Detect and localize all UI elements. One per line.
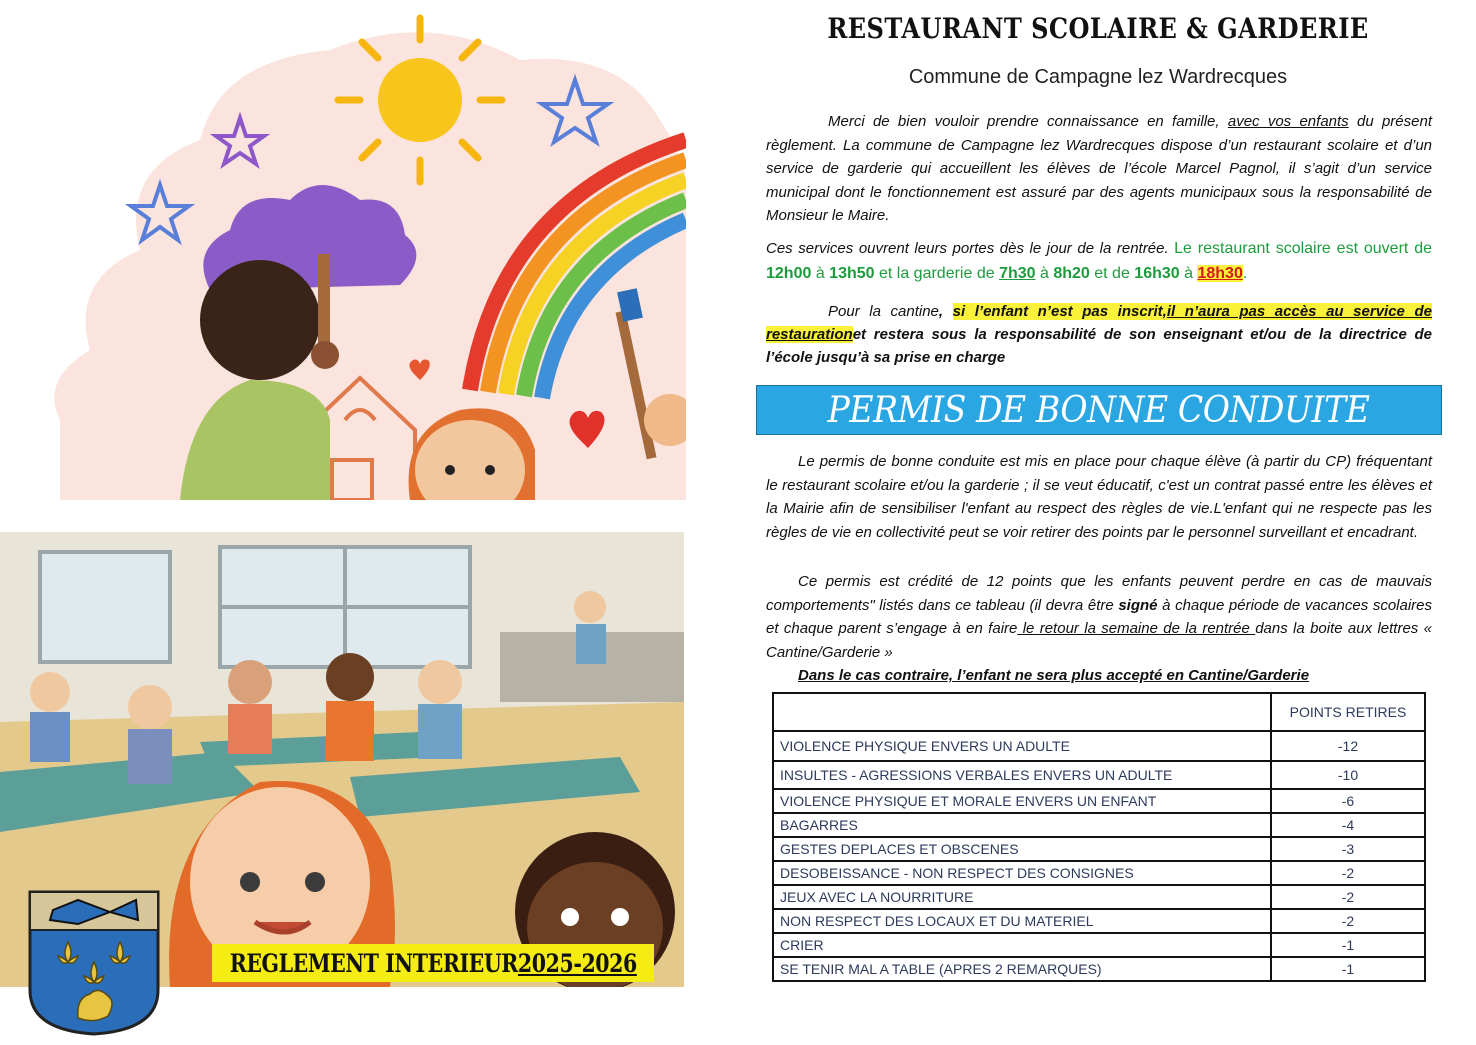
table-row: [773, 885, 1425, 909]
table-row: [773, 957, 1425, 981]
row-label: VIOLENCE PHYSIQUE ET MORALE ENVERS UN ENFANT: [773, 789, 1271, 813]
table-row: [773, 813, 1425, 837]
illustration-children-painting: [0, 0, 686, 500]
row-label: BAGARRES: [773, 813, 1271, 837]
row-points: -12: [1271, 731, 1425, 761]
row-points: -4: [1271, 813, 1425, 837]
table-row: [773, 909, 1425, 933]
points-table: [772, 692, 1426, 982]
row-points: -2: [1271, 861, 1425, 885]
reglement-banner: [212, 944, 654, 982]
table-row: [773, 731, 1425, 761]
window-drawing: [40, 547, 470, 667]
sun-drawing: [338, 18, 502, 182]
table-row: [773, 789, 1425, 813]
hours-paragraph: Ces services ouvrent leurs portes dès le jour de la rentrée. Le restaurant scolaire est ouvert de 12h00 à 13h50 et la garderie de 7h30 à 8h20 et de 16h30 à 18h30.: [766, 240, 1432, 282]
table-header-label: [773, 693, 1271, 731]
warning-line: Dans le cas contraire, l’enfant ne sera plus accepté en Cantine/Garderie: [798, 667, 1310, 684]
cantine-paragraph: Pour la cantine, si l’enfant n’est pas inscrit,il n’aura pas accès au service de restaurationet restera sous la responsabilité de son enseignant et/ou de la directrice de l’école jusqu’à sa prise en charge: [766, 303, 1432, 366]
permis-paragraph: Le permis de bonne conduite est mis en place pour chaque élève (à partir du CP) fréquentant le restaurant scolaire et/ou la garderie ; il se veut éducatif, c'est un contrat passé entre les élèves et la Mairie afin de sensibiliser l'enfant au respect des règles de vie.L'enfant qui ne respecte pas les règles de vie en collectivité peut se voir retirer des points par le personnel surveillant et encadrant.: [766, 453, 1432, 541]
row-label: CRIER: [773, 933, 1271, 957]
row-points: -3: [1271, 837, 1425, 861]
row-label: SE TENIR MAL A TABLE (APRES 2 REMARQUES): [773, 957, 1271, 981]
row-label: GESTES DEPLACES ET OBSCENES: [773, 837, 1271, 861]
points-paragraph: Ce permis est crédité de 12 points que les enfants peuvent perdre en cas de mauvais comportements" listés dans ce tableau (il devra être signé à chaque période de vacances scolaires et chaque parent s’engage à en faire le retour la semaine de la rentrée dans la boite aux lettres « Cantine/Garderie »: [766, 573, 1433, 661]
row-points: -2: [1271, 909, 1425, 933]
row-points: -1: [1271, 933, 1425, 957]
table-row: [773, 861, 1425, 885]
table-row: [773, 933, 1425, 957]
row-points: -1: [1271, 957, 1425, 981]
intro-paragraph: Merci de bien vouloir prendre connaissance en famille, avec vos enfants du présent règlement. La commune de Campagne lez Wardrecques dispose d’un restaurant scolaire et d’un service de garderie qui accueillent les élèves de l’école Marcel Pagnol, il s’agit d’un service municipal dont le fonctionnement est assuré par des agents municipaux sous la responsabilité de Monsieur le Maire.: [766, 113, 1432, 224]
table-row: [773, 761, 1425, 789]
reglement-year: 2025-2026: [517, 948, 637, 978]
row-points: -10: [1271, 761, 1425, 789]
permis-heading: PERMIS DE BONNE CONDUITE: [828, 389, 1370, 431]
table-row: [773, 837, 1425, 861]
table-header-points: POINTS RETIRES: [1271, 693, 1425, 731]
row-label: DESOBEISSANCE - NON RESPECT DES CONSIGNES: [773, 861, 1271, 885]
table-header-row: [773, 693, 1425, 731]
reglement-label: REGLEMENT INTERIEUR: [229, 948, 518, 978]
permis-heading-box: [756, 385, 1442, 435]
page-title: RESTAURANT SCOLAIRE & GARDERIE: [827, 12, 1369, 45]
page-subtitle: Commune de Campagne lez Wardrecques: [908, 66, 1288, 88]
row-points: -6: [1271, 789, 1425, 813]
row-label: VIOLENCE PHYSIQUE ENVERS UN ADULTE: [773, 731, 1271, 761]
row-label: NON RESPECT DES LOCAUX ET DU MATERIEL: [773, 909, 1271, 933]
row-points: -2: [1271, 885, 1425, 909]
row-label: INSULTES - AGRESSIONS VERBALES ENVERS UN ADULTE: [773, 761, 1271, 789]
row-label: JEUX AVEC LA NOURRITURE: [773, 885, 1271, 909]
town-crest-logo: [28, 890, 160, 1036]
